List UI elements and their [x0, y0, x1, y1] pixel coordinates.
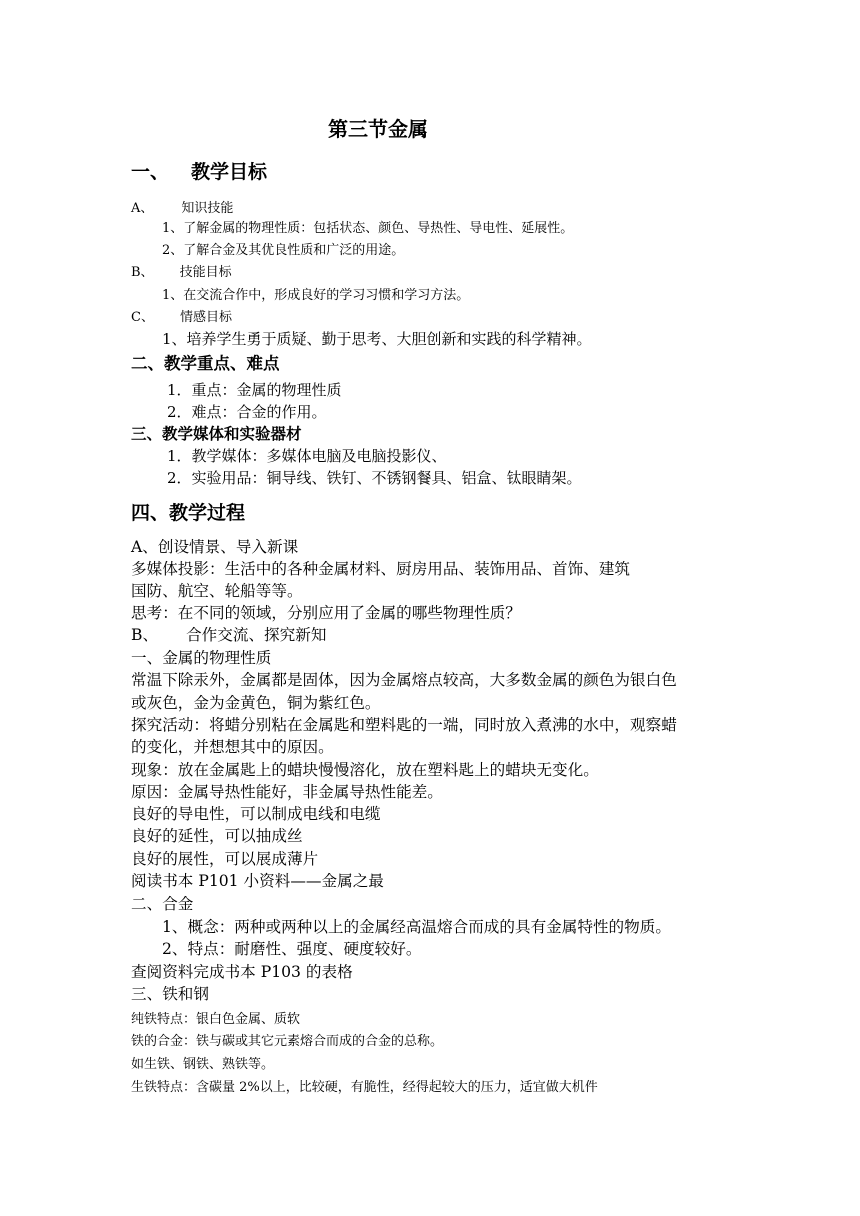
paragraph: 或灰色，金为金黄色，铜为紫红色。	[131, 694, 381, 712]
paragraph: 国防、航空、轮船等等。	[131, 582, 303, 600]
item-text: 情感目标	[179, 310, 232, 325]
item-text: 技能目标	[179, 265, 232, 280]
paragraph: 原因：金属导热性能好，非金属导热性能差。	[131, 783, 443, 801]
list-item: 1．重点：金属的物理性质	[167, 381, 342, 399]
subheading-c	[131, 311, 232, 324]
list-item: 1、培养学生勇于质疑、勤于思考、大胆创新和实践的科学精神。	[162, 330, 592, 348]
list-item: 2．实验用品：铜导线、铁钉、不锈钢餐具、铝盒、钛眼睛架。	[167, 469, 582, 487]
page-title: 第三节金属	[328, 117, 428, 141]
paragraph: 常温下除汞外，金属都是固体，因为金属熔点较高，大多数金属的颜色为银白色	[131, 671, 677, 689]
section-heading-4: 四、教学过程	[131, 502, 246, 524]
list-item: 2、特点：耐磨性、强度、硬度较好。	[162, 940, 422, 958]
item-label: B、	[131, 265, 154, 280]
paragraph: 纯铁特点：银白色金属、质软	[131, 1012, 301, 1027]
paragraph: 多媒体投影：生活中的各种金属材料、厨房用品、装饰用品、首饰、建筑	[131, 560, 631, 578]
section-title: 教学目标	[191, 161, 268, 183]
list-item: 2、了解合金及其优良性质和广泛的用途。	[162, 243, 405, 258]
paragraph: 思考：在不同的领域，分别应用了金属的哪些物理性质？	[131, 604, 521, 622]
paragraph: A、创设情景、导入新课	[131, 538, 299, 556]
list-item: 1．教学媒体：多媒体电脑及电脑投影仪、	[167, 447, 447, 465]
item-label: C、	[131, 310, 154, 325]
list-item: 1、概念：两种或两种以上的金属经高温熔合而成的具有金属特性的物质。	[162, 918, 671, 936]
paragraph: 三、铁和钢	[131, 985, 209, 1003]
section-heading-1	[131, 163, 267, 182]
section-heading-3: 三、教学媒体和实验器材	[131, 425, 302, 443]
list-item: 1、在交流合作中，形成良好的学习习惯和学习方法。	[162, 288, 470, 303]
paragraph: 良好的展性，可以展成薄片	[131, 850, 319, 868]
item-label: B、	[131, 626, 159, 644]
list-item: 1、了解金属的物理性质：包括状态、颜色、导热性、导电性、延展性。	[162, 221, 574, 236]
paragraph: 的变化，并想想其中的原因。	[131, 738, 334, 756]
list-item: 2．难点：合金的作用。	[167, 403, 327, 421]
subheading-a	[131, 202, 233, 215]
paragraph: 良好的导电性，可以制成电线和电缆	[131, 805, 381, 823]
paragraph: 查阅资料完成书本 P103 的表格	[131, 963, 353, 981]
paragraph: 生铁特点：含碳量 2%以上，比较硬，有脆性，经得起较大的压力，适宜做大机件	[131, 1080, 598, 1095]
paragraph: 二、合金	[131, 895, 194, 913]
paragraph: 铁的合金：铁与碳或其它元素熔合而成的合金的总称。	[131, 1034, 444, 1049]
paragraph: 阅读书本 P101 小资料——金属之最	[131, 872, 384, 890]
paragraph: 现象：放在金属匙上的蜡块慢慢溶化，放在塑料匙上的蜡块无变化。	[131, 761, 599, 779]
item-text: 知识技能	[181, 201, 234, 216]
paragraph: 良好的延性，可以抽成丝	[131, 827, 303, 845]
section-number: 一、	[131, 161, 170, 183]
subheading-b	[131, 266, 232, 279]
item-label: A、	[131, 201, 154, 216]
section-heading-2: 二、教学重点、难点	[131, 354, 280, 373]
subheading-b2	[131, 628, 326, 644]
paragraph: 一、金属的物理性质	[131, 649, 272, 667]
paragraph: 如生铁、钢铁、熟铁等。	[131, 1057, 275, 1072]
item-text: 合作交流、探究新知	[186, 626, 327, 644]
paragraph: 探究活动：将蜡分别粘在金属匙和塑料匙的一端，同时放入煮沸的水中，观察蜡	[131, 716, 677, 734]
